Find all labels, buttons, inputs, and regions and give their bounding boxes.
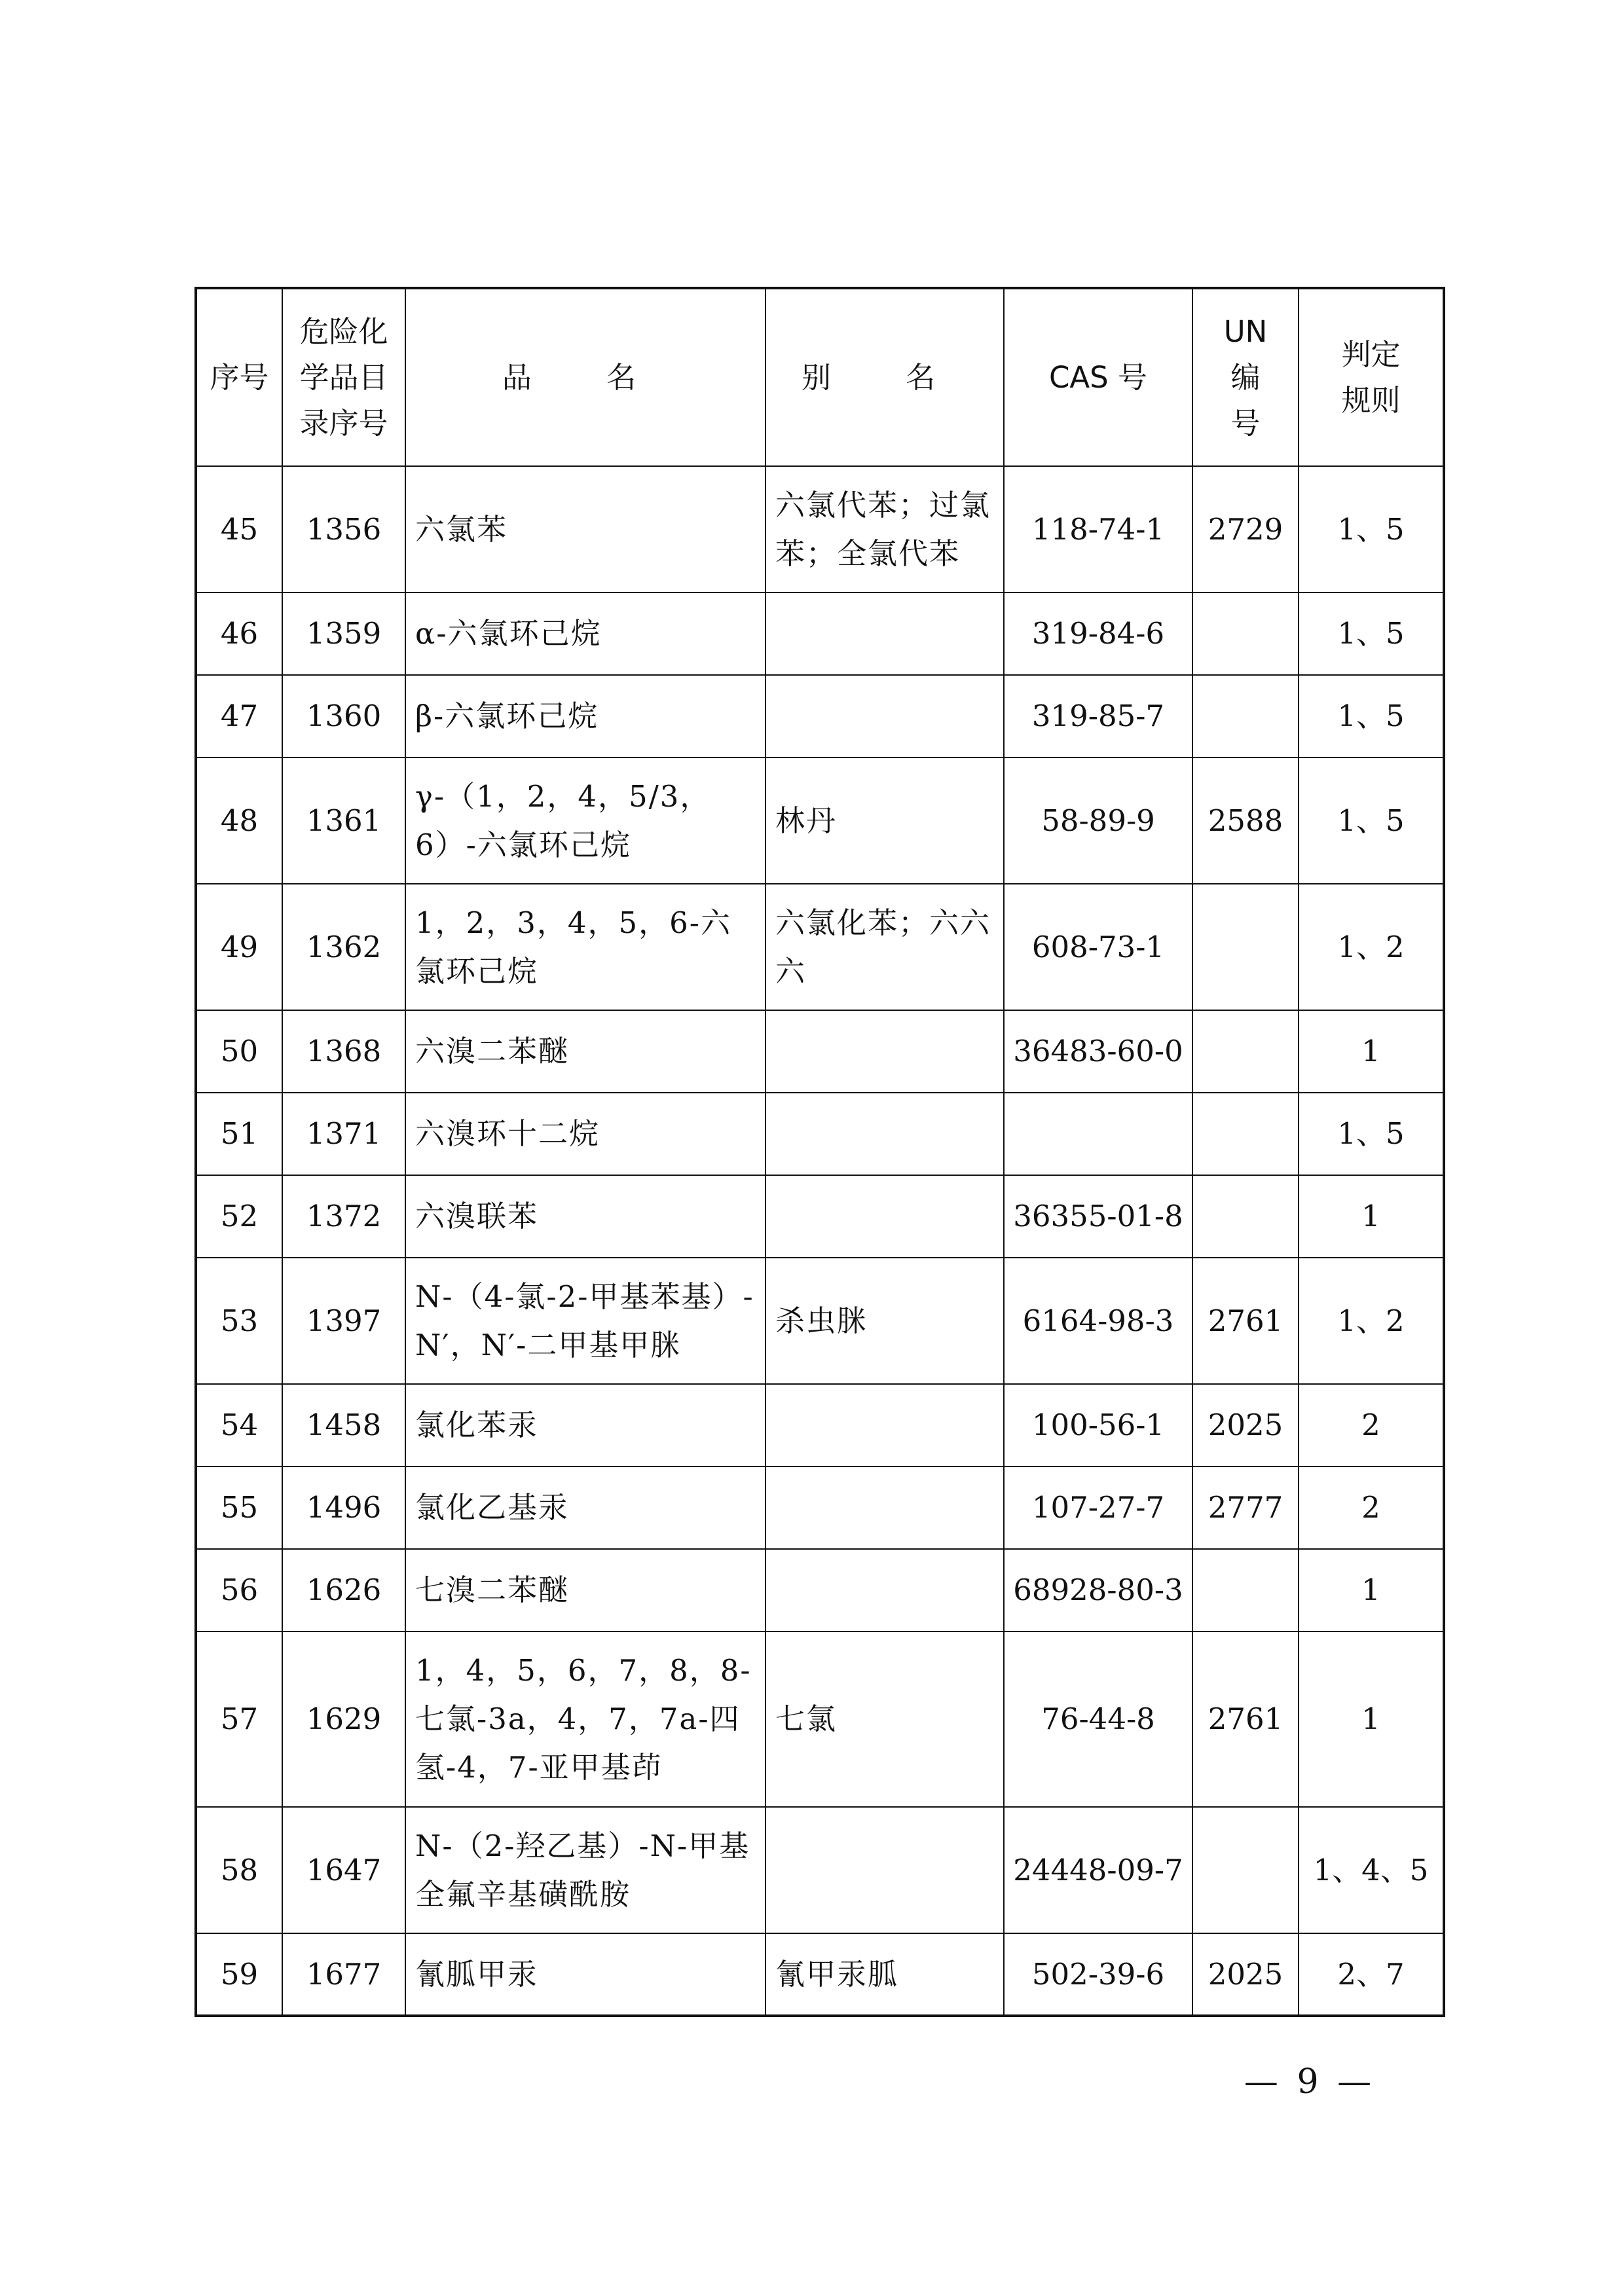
cell-seq: 53	[196, 1258, 282, 1384]
cell-catalog-no: 1360	[282, 675, 405, 757]
cell-catalog-no: 1458	[282, 1384, 405, 1467]
cell-un	[1192, 1549, 1299, 1631]
table-row	[196, 1175, 1444, 1258]
table-row	[196, 1631, 1444, 1807]
table-row	[196, 1093, 1444, 1175]
cell-alias	[766, 1807, 1004, 1933]
cell-seq: 52	[196, 1175, 282, 1258]
cell-alias	[766, 1175, 1004, 1258]
cell-cas: 36483-60-0	[1004, 1010, 1192, 1093]
cell-alias	[766, 675, 1004, 757]
cell-name: 1，2，3，4，5，6-六氯环己烷	[405, 884, 766, 1010]
table-row	[196, 884, 1444, 1010]
cell-catalog-no: 1372	[282, 1175, 405, 1258]
cell-rule: 1、5	[1299, 466, 1444, 592]
cell-cas: 68928-80-3	[1004, 1549, 1192, 1631]
cell-name: 1，4，5，6，7，8，8-七氯-3a，4，7，7a-四氢-4，7-亚甲基茚	[405, 1631, 766, 1807]
cell-un: 2025	[1192, 1933, 1299, 2016]
cell-name: α-六氯环己烷	[405, 592, 766, 675]
cell-un	[1192, 592, 1299, 675]
cell-un	[1192, 1175, 1299, 1258]
cell-catalog-no: 1629	[282, 1631, 405, 1807]
cell-name: 氯化乙基汞	[405, 1467, 766, 1549]
cell-cas: 6164-98-3	[1004, 1258, 1192, 1384]
cell-catalog-no: 1371	[282, 1093, 405, 1175]
header-name: 品 名	[405, 288, 766, 466]
cell-cas: 107-27-7	[1004, 1467, 1192, 1549]
table-row	[196, 1384, 1444, 1467]
cell-cas: 319-84-6	[1004, 592, 1192, 675]
table-header-row	[196, 288, 1444, 466]
table-row	[196, 1258, 1444, 1384]
cell-rule: 1	[1299, 1010, 1444, 1093]
table-row	[196, 675, 1444, 757]
cell-seq: 46	[196, 592, 282, 675]
cell-cas: 319-85-7	[1004, 675, 1192, 757]
cell-cas: 502-39-6	[1004, 1933, 1192, 2016]
cell-rule: 1、5	[1299, 757, 1444, 884]
cell-rule: 1、5	[1299, 675, 1444, 757]
cell-cas: 58-89-9	[1004, 757, 1192, 884]
table-row	[196, 1807, 1444, 1933]
cell-un: 2761	[1192, 1258, 1299, 1384]
cell-name: 七溴二苯醚	[405, 1549, 766, 1631]
cell-alias	[766, 1093, 1004, 1175]
cell-catalog-no: 1359	[282, 592, 405, 675]
cell-catalog-no: 1361	[282, 757, 405, 884]
cell-alias	[766, 1010, 1004, 1093]
cell-un: 2025	[1192, 1384, 1299, 1467]
cell-alias	[766, 592, 1004, 675]
cell-seq: 58	[196, 1807, 282, 1933]
header-seq: 序号	[196, 288, 282, 466]
cell-catalog-no: 1496	[282, 1467, 405, 1549]
cell-un: 2729	[1192, 466, 1299, 592]
cell-name: N-（2-羟乙基）-N-甲基全氟辛基磺酰胺	[405, 1807, 766, 1933]
cell-un	[1192, 675, 1299, 757]
header-un: UN编号	[1192, 288, 1299, 466]
cell-name: 六溴联苯	[405, 1175, 766, 1258]
cell-rule: 1、2	[1299, 884, 1444, 1010]
cell-rule: 1、2	[1299, 1258, 1444, 1384]
cell-cas: 608-73-1	[1004, 884, 1192, 1010]
cell-catalog-no: 1647	[282, 1807, 405, 1933]
header-catalog-no: 危险化学品目录序号	[282, 288, 405, 466]
table-row	[196, 466, 1444, 592]
cell-un: 2777	[1192, 1467, 1299, 1549]
cell-name: 六氯苯	[405, 466, 766, 592]
cell-name: 六溴环十二烷	[405, 1093, 766, 1175]
cell-rule: 1、5	[1299, 1093, 1444, 1175]
cell-un: 2761	[1192, 1631, 1299, 1807]
cell-seq: 49	[196, 884, 282, 1010]
cell-rule: 1、4、5	[1299, 1807, 1444, 1933]
cell-catalog-no: 1356	[282, 466, 405, 592]
cell-un	[1192, 1093, 1299, 1175]
cell-alias: 杀虫脒	[766, 1258, 1004, 1384]
cell-name: N-（4-氯-2-甲基苯基）-N′，N′-二甲基甲脒	[405, 1258, 766, 1384]
cell-seq: 55	[196, 1467, 282, 1549]
cell-alias: 六氯代苯；过氯苯；全氯代苯	[766, 466, 1004, 592]
cell-name: 六溴二苯醚	[405, 1010, 766, 1093]
cell-seq: 51	[196, 1093, 282, 1175]
cell-catalog-no: 1397	[282, 1258, 405, 1384]
table-row	[196, 757, 1444, 884]
cell-cas	[1004, 1093, 1192, 1175]
cell-name: γ-（1，2，4，5/3，6）-六氯环己烷	[405, 757, 766, 884]
cell-rule: 2、7	[1299, 1933, 1444, 2016]
cell-un	[1192, 1807, 1299, 1933]
cell-un	[1192, 1010, 1299, 1093]
chemical-table	[194, 287, 1445, 2017]
cell-alias: 七氯	[766, 1631, 1004, 1807]
cell-rule: 2	[1299, 1384, 1444, 1467]
cell-un	[1192, 884, 1299, 1010]
cell-catalog-no: 1677	[282, 1933, 405, 2016]
cell-alias: 六氯化苯；六六六	[766, 884, 1004, 1010]
cell-seq: 57	[196, 1631, 282, 1807]
header-rule: 判定规则	[1299, 288, 1444, 466]
cell-seq: 47	[196, 675, 282, 757]
cell-alias	[766, 1467, 1004, 1549]
cell-cas: 118-74-1	[1004, 466, 1192, 592]
page-number: — 9 —	[1244, 2062, 1376, 2102]
cell-rule: 1	[1299, 1631, 1444, 1807]
cell-cas: 24448-09-7	[1004, 1807, 1192, 1933]
cell-cas: 100-56-1	[1004, 1384, 1192, 1467]
table-row	[196, 592, 1444, 675]
cell-catalog-no: 1362	[282, 884, 405, 1010]
cell-alias	[766, 1549, 1004, 1631]
cell-seq: 59	[196, 1933, 282, 2016]
cell-catalog-no: 1368	[282, 1010, 405, 1093]
cell-rule: 1	[1299, 1549, 1444, 1631]
table-body	[196, 466, 1444, 2016]
cell-rule: 2	[1299, 1467, 1444, 1549]
cell-seq: 54	[196, 1384, 282, 1467]
table-row	[196, 1010, 1444, 1093]
cell-rule: 1、5	[1299, 592, 1444, 675]
cell-alias: 氰甲汞胍	[766, 1933, 1004, 2016]
cell-rule: 1	[1299, 1175, 1444, 1258]
table-row	[196, 1933, 1444, 2016]
cell-catalog-no: 1626	[282, 1549, 405, 1631]
cell-alias	[766, 1384, 1004, 1467]
table-row	[196, 1549, 1444, 1631]
cell-cas: 36355-01-8	[1004, 1175, 1192, 1258]
cell-name: 氰胍甲汞	[405, 1933, 766, 2016]
cell-cas: 76-44-8	[1004, 1631, 1192, 1807]
cell-seq: 48	[196, 757, 282, 884]
cell-seq: 56	[196, 1549, 282, 1631]
header-cas: CAS 号	[1004, 288, 1192, 466]
table-row	[196, 1467, 1444, 1549]
cell-name: 氯化苯汞	[405, 1384, 766, 1467]
header-alias: 别 名	[766, 288, 1004, 466]
cell-seq: 50	[196, 1010, 282, 1093]
cell-un: 2588	[1192, 757, 1299, 884]
cell-alias: 林丹	[766, 757, 1004, 884]
cell-seq: 45	[196, 466, 282, 592]
cell-name: β-六氯环己烷	[405, 675, 766, 757]
